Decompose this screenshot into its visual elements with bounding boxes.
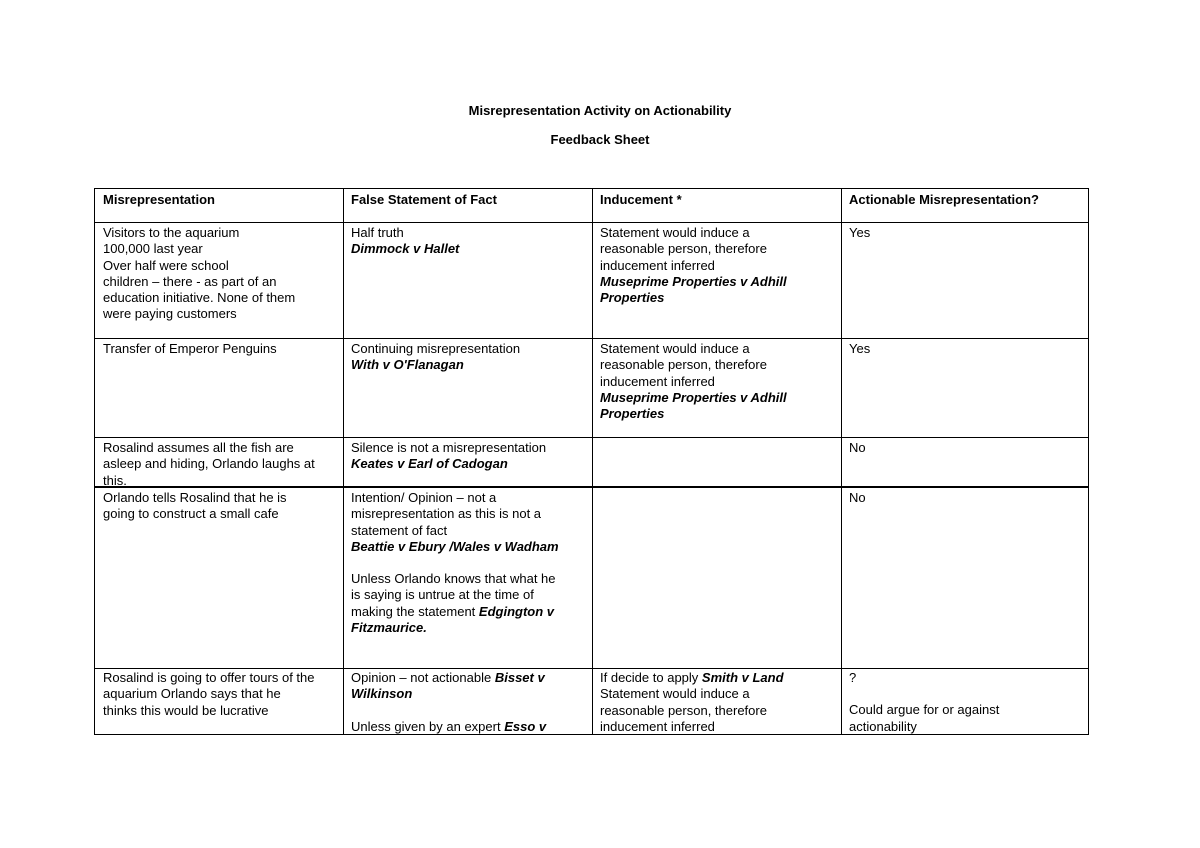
row4-false-statement: Intention/ Opinion – not a misrepresentation as this is not a statement of fact Beattie v Ebury /Wales v Wadham Unless Orlando knows that what he is saying is untrue at the time of making the statement Edgington v Fitzmaurice. xyxy=(351,490,589,666)
row5-false-statement: Opinion – not actionable Bisset v Wilkinson Unless given by an expert Esso v xyxy=(351,670,589,734)
case-citation: Edgington v xyxy=(478,603,555,619)
row1-inducement: Statement would induce a reasonable person, therefore inducement inferred Museprime Properties v Adhill Properties xyxy=(600,225,838,335)
row1-false-statement: Half truth Dimmock v Hallet xyxy=(351,225,589,335)
row2-misrepresentation: Transfer of Emperor Penguins xyxy=(103,341,277,356)
document-title: Misrepresentation Activity on Actionability xyxy=(468,103,732,118)
case-citation: Beattie v Ebury /Wales v Wadham xyxy=(351,538,559,554)
case-citation: Dimmock v Hallet xyxy=(351,241,460,257)
header-actionable: Actionable Misrepresentation? xyxy=(849,192,1039,207)
case-citation: With v O'Flanagan xyxy=(351,357,464,373)
row3-actionable: No xyxy=(849,440,866,455)
case-citation: Keates v Earl of Cadogan xyxy=(351,456,508,472)
case-citation: Museprime Properties v Adhill xyxy=(600,389,787,405)
row4-misrepresentation: Orlando tells Rosalind that he is going to construct a small cafe xyxy=(103,490,287,522)
header-misrepresentation: Misrepresentation xyxy=(103,192,215,207)
case-citation: Museprime Properties v Adhill xyxy=(600,273,787,289)
row5-inducement: If decide to apply Smith v Land Statement would induce a reasonable person, therefore inducement inferred xyxy=(600,670,784,734)
feedback-table xyxy=(94,188,1089,735)
document-subtitle: Feedback Sheet xyxy=(550,132,650,147)
row3-false-statement: Silence is not a misrepresentation Keates v Earl of Cadogan xyxy=(351,440,589,485)
case-citation: Properties xyxy=(600,290,665,306)
case-citation: Properties xyxy=(600,406,665,422)
column-divider xyxy=(592,189,593,734)
case-citation: Smith v Land xyxy=(701,670,784,685)
case-citation: Wilkinson xyxy=(351,686,413,702)
row2-inducement: Statement would induce a reasonable person, therefore inducement inferred Museprime Properties v Adhill Properties xyxy=(600,341,838,435)
header-inducement: Inducement * xyxy=(600,192,682,207)
row3-misrepresentation: Rosalind assumes all the fish are asleep and hiding, Orlando laughs at this. xyxy=(103,440,315,485)
row4-actionable: No xyxy=(849,490,866,505)
row5-actionable: ? Could argue for or against actionability xyxy=(849,670,1000,734)
row5-misrepresentation: Rosalind is going to offer tours of the aquarium Orlando says that he thinks this would be lucrative xyxy=(103,670,315,718)
row2-actionable: Yes xyxy=(849,341,871,356)
case-citation: Fitzmaurice. xyxy=(351,620,427,636)
row1-misrepresentation: Visitors to the aquarium 100,000 last year Over half were school children – there - as part of an education initiative. None of them were paying customers xyxy=(103,225,296,322)
column-divider xyxy=(841,189,842,734)
column-divider xyxy=(343,189,344,734)
case-citation: Esso v xyxy=(504,718,547,734)
case-citation: Bisset v xyxy=(494,670,545,685)
row1-actionable: Yes xyxy=(849,225,871,240)
header-false-statement: False Statement of Fact xyxy=(351,192,497,207)
row2-false-statement: Continuing misrepresentation With v O'Flanagan xyxy=(351,341,589,435)
